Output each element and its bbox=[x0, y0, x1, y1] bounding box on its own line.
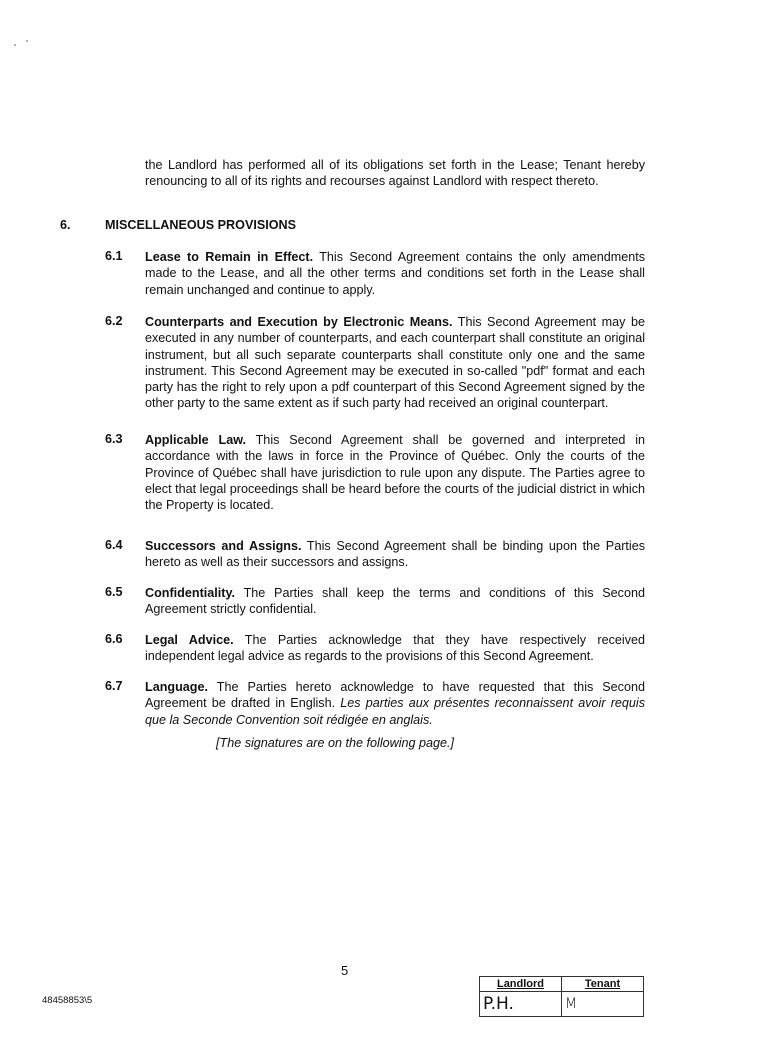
clause-title: Applicable Law. bbox=[145, 433, 247, 447]
tenant-label: Tenant bbox=[562, 977, 644, 992]
clause-number: 6.3 bbox=[105, 432, 123, 446]
clause-number: 6.7 bbox=[105, 679, 123, 693]
clause-number: 6.5 bbox=[105, 585, 123, 599]
scan-speck bbox=[26, 40, 28, 42]
clause-text: This Second Agreement shall be binding upon the Parties hereto as well as their successors and assigns. bbox=[145, 539, 646, 570]
clause-title: Counterparts and Execution by Electronic Means. bbox=[145, 315, 453, 329]
clause-title: Confidentiality. bbox=[145, 586, 236, 600]
clause-number: 6.2 bbox=[105, 314, 123, 328]
clause-title: Successors and Assigns. bbox=[145, 539, 302, 553]
document-id: 48458853\5 bbox=[42, 995, 93, 1006]
page-number: 5 bbox=[341, 963, 349, 978]
tenant-initials: M bbox=[562, 992, 644, 1017]
landlord-initials: P.H. bbox=[480, 992, 562, 1017]
clause-title: Language. bbox=[145, 680, 208, 694]
clause-text: This Second Agreement may be executed in any number of counterparts, and each counterpart shall constitute an original instrument, but all such separate counterparts shall constitute only one and the same instrument. This Second Agreement may be executed in so-called "pdf" format and each party has the right to rely upon a pdf counterpart of this Second Agreement signed by the other party to the same extent as if such party had received an original counterpart. bbox=[145, 315, 645, 411]
clause-text: The Parties hereto acknowledge to have requested that this Second Agreement be drafted in English. bbox=[145, 680, 645, 711]
scan-speck bbox=[14, 44, 16, 46]
clause-title: Lease to Remain in Effect. bbox=[145, 250, 314, 264]
clause-number: 6.4 bbox=[105, 538, 123, 552]
section-number: 6. bbox=[60, 218, 71, 232]
initials-box bbox=[479, 976, 644, 1017]
section-title: MISCELLANEOUS PROVISIONS bbox=[105, 218, 297, 232]
clause-number: 6.6 bbox=[105, 632, 123, 646]
intro-paragraph: the Landlord has performed all of its obligations set forth in the Lease; Tenant hereby renouncing to all of its rights and recourses against Landlord with respect thereto. bbox=[145, 158, 645, 189]
clause-french-text: Les parties aux présentes reconnaissent avoir requis que la Seconde Convention soit rédigée en anglais. bbox=[145, 696, 645, 727]
clause-text: This Second Agreement contains the only amendments made to the Lease, and all the other terms and conditions set forth in the Lease shall remain unchanged and continue to apply. bbox=[145, 250, 645, 297]
landlord-label: Landlord bbox=[480, 977, 562, 992]
clause-text: This Second Agreement shall be governed and interpreted in accordance with the laws in force in the Province of Québec. Only the courts of the Province of Québec shall have jurisdiction to rule upon any dispute. The Parties agree to elect that legal proceedings shall be heard before the courts of the judicial district in which the Property is located. bbox=[145, 433, 645, 513]
clause-text: The Parties shall keep the terms and conditions of this Second Agreement strictly confidential. bbox=[145, 586, 645, 617]
signature-note: [The signatures are on the following page.] bbox=[216, 736, 455, 750]
clause-title: Legal Advice. bbox=[145, 633, 234, 647]
clause-text: The Parties acknowledge that they have respectively received independent legal advice as regards to the provisions of this Second Agreement. bbox=[145, 633, 645, 664]
clause-number: 6.1 bbox=[105, 249, 123, 263]
